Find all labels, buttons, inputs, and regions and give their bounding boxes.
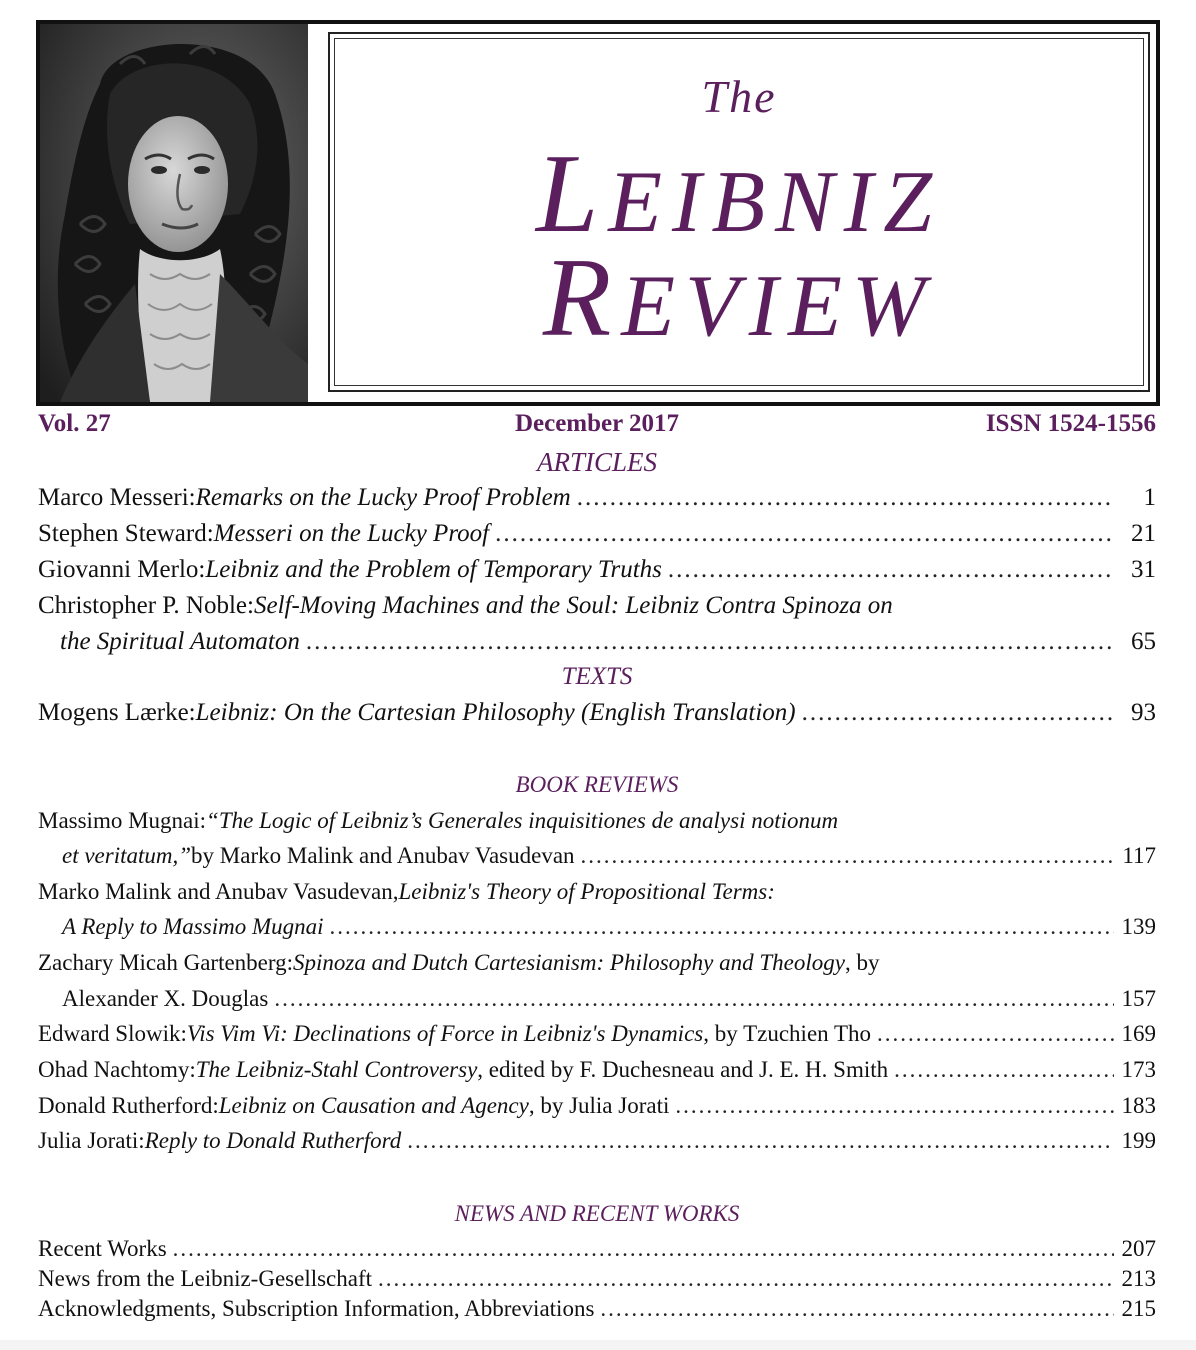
entry-title: Leibniz and the Problem of Temporary Truths bbox=[205, 556, 662, 583]
leader-dots bbox=[274, 986, 1114, 1012]
toc-entry[interactable] bbox=[38, 950, 1156, 986]
title-the: The bbox=[701, 71, 777, 122]
entry-author: Donald Rutherford: bbox=[38, 1093, 219, 1118]
leader-dots bbox=[802, 699, 1114, 727]
entry-label: Recent Works bbox=[38, 1236, 167, 1261]
leader-dots bbox=[600, 1296, 1114, 1322]
entry-reviewed-by: , by bbox=[845, 950, 880, 975]
toc-entry[interactable] bbox=[38, 556, 1156, 592]
entry-title: the Spiritual Automaton bbox=[60, 628, 300, 655]
toc-entry[interactable] bbox=[38, 1021, 1156, 1057]
leader-dots bbox=[173, 1236, 1114, 1262]
toc-entry-continuation[interactable] bbox=[62, 986, 1156, 1022]
page-number: 169 bbox=[1121, 1021, 1156, 1046]
entry-reviewed-by: , by Tzuchien Tho bbox=[703, 1021, 872, 1046]
page-number: 215 bbox=[1121, 1296, 1156, 1321]
entry-label: Acknowledgments, Subscription Information, Abbreviations bbox=[38, 1296, 595, 1321]
entry-author: Mogens Lærke: bbox=[38, 699, 196, 726]
section-heading-news: NEWS AND RECENT WORKS bbox=[454, 1201, 740, 1226]
toc-entry[interactable] bbox=[38, 808, 1156, 844]
journal-header bbox=[36, 20, 1160, 406]
page-number: 21 bbox=[1131, 520, 1156, 547]
entry-author: Massimo Mugnai: bbox=[38, 808, 207, 833]
entry-author: Ohad Nachtomy: bbox=[38, 1057, 196, 1082]
entry-author: Zachary Micah Gartenberg: bbox=[38, 950, 294, 975]
toc-entry[interactable] bbox=[38, 1093, 1156, 1129]
issue-info-bar bbox=[38, 406, 1156, 442]
page-number: 117 bbox=[1122, 843, 1156, 868]
entry-title: Leibniz: On the Cartesian Philosophy (English Translation) bbox=[195, 699, 796, 726]
section-heading-book-reviews: BOOK REVIEWS bbox=[515, 772, 679, 797]
entry-title: Spinoza and Dutch Cartesianism: Philosophy and Theology bbox=[293, 950, 845, 975]
leibniz-portrait bbox=[40, 24, 308, 402]
title-frame bbox=[328, 32, 1150, 392]
entry-author: Stephen Steward: bbox=[38, 520, 214, 547]
toc-entry[interactable] bbox=[38, 484, 1156, 520]
toc-entry[interactable] bbox=[38, 879, 1156, 915]
toc-entry-continuation[interactable] bbox=[62, 843, 1156, 879]
leader-dots bbox=[668, 556, 1114, 584]
leader-dots bbox=[675, 1093, 1114, 1119]
leader-dots bbox=[330, 914, 1115, 940]
entry-title: Leibniz on Causation and Agency bbox=[218, 1093, 529, 1118]
leader-dots bbox=[577, 484, 1114, 512]
entry-title: Messeri on the Lucky Proof bbox=[213, 520, 490, 547]
toc-entry[interactable] bbox=[38, 1128, 1156, 1164]
toc-entry[interactable] bbox=[38, 1057, 1156, 1093]
toc-entry-continuation[interactable] bbox=[62, 914, 1156, 950]
entry-reviewed-by: , edited by F. Duchesneau and J. E. H. Smith bbox=[477, 1057, 889, 1082]
leader-dots bbox=[877, 1021, 1114, 1047]
entry-title: Leibniz's Theory of Propositional Terms: bbox=[398, 879, 775, 904]
toc-entry[interactable] bbox=[38, 592, 1156, 628]
page-number: 213 bbox=[1121, 1266, 1156, 1291]
entry-reviewed-by: by Marko Malink and Anubav Vasudevan bbox=[191, 843, 575, 868]
page-number: 157 bbox=[1121, 986, 1156, 1011]
entry-title: Self-Moving Machines and the Soul: Leibniz Contra Spinoza on bbox=[253, 592, 893, 619]
page-number: 31 bbox=[1131, 556, 1156, 583]
title-leibniz: LEIBNIZ bbox=[535, 132, 943, 256]
toc-entry[interactable] bbox=[38, 520, 1156, 556]
page-number: 93 bbox=[1131, 699, 1156, 726]
volume-number: Vol. 27 bbox=[38, 410, 111, 437]
entry-title: Reply to Donald Rutherford bbox=[144, 1128, 402, 1153]
toc-entry[interactable] bbox=[38, 699, 1156, 735]
page-number: 139 bbox=[1121, 914, 1156, 939]
entry-title: Remarks on the Lucky Proof Problem bbox=[195, 484, 571, 511]
issue-date: December 2017 bbox=[514, 410, 680, 437]
entry-author: Giovanni Merlo: bbox=[38, 556, 206, 583]
leader-dots bbox=[306, 628, 1114, 656]
leader-dots bbox=[495, 520, 1114, 548]
toc-entry-continuation[interactable] bbox=[60, 628, 1156, 664]
entry-title: et veritatum,” bbox=[62, 843, 192, 868]
entry-reviewed-by: Alexander X. Douglas bbox=[62, 986, 269, 1011]
page-number: 1 bbox=[1143, 484, 1156, 511]
entry-author: Marko Malink and Anubav Vasudevan, bbox=[38, 879, 399, 904]
leader-dots bbox=[894, 1057, 1114, 1083]
section-heading-texts: TEXTS bbox=[561, 663, 633, 690]
entry-author: Edward Slowik: bbox=[38, 1021, 187, 1046]
entry-label: News from the Leibniz-Gesellschaft bbox=[38, 1266, 373, 1291]
page-number: 207 bbox=[1121, 1236, 1156, 1261]
entry-title: A Reply to Massimo Mugnai bbox=[62, 914, 324, 939]
page-number: 199 bbox=[1121, 1128, 1156, 1153]
page-number: 183 bbox=[1121, 1093, 1156, 1118]
entry-reviewed-by: , by Julia Jorati bbox=[528, 1093, 670, 1118]
entry-title: Vis Vim Vi: Declinations of Force in Leibniz's Dynamics bbox=[186, 1021, 704, 1046]
entry-author: Marco Messeri: bbox=[38, 484, 196, 511]
title-review: REVIEW bbox=[542, 236, 936, 360]
entry-title: “The Logic of Leibniz’s Generales inquisitiones de analysi notionum bbox=[206, 808, 839, 833]
leader-dots bbox=[581, 843, 1114, 869]
leader-dots bbox=[407, 1128, 1114, 1154]
section-heading-articles: ARTICLES bbox=[536, 447, 657, 477]
entry-title: The Leibniz-Stahl Controversy bbox=[195, 1057, 478, 1082]
entry-author: Christopher P. Noble: bbox=[38, 592, 254, 619]
page-number: 65 bbox=[1131, 628, 1156, 655]
toc-entry[interactable] bbox=[38, 1296, 1156, 1332]
issn: ISSN 1524-1556 bbox=[985, 410, 1156, 437]
page-bottom-edge bbox=[0, 1340, 1196, 1350]
page-number: 173 bbox=[1121, 1057, 1156, 1082]
leader-dots bbox=[378, 1266, 1114, 1292]
entry-author: Julia Jorati: bbox=[38, 1128, 145, 1153]
